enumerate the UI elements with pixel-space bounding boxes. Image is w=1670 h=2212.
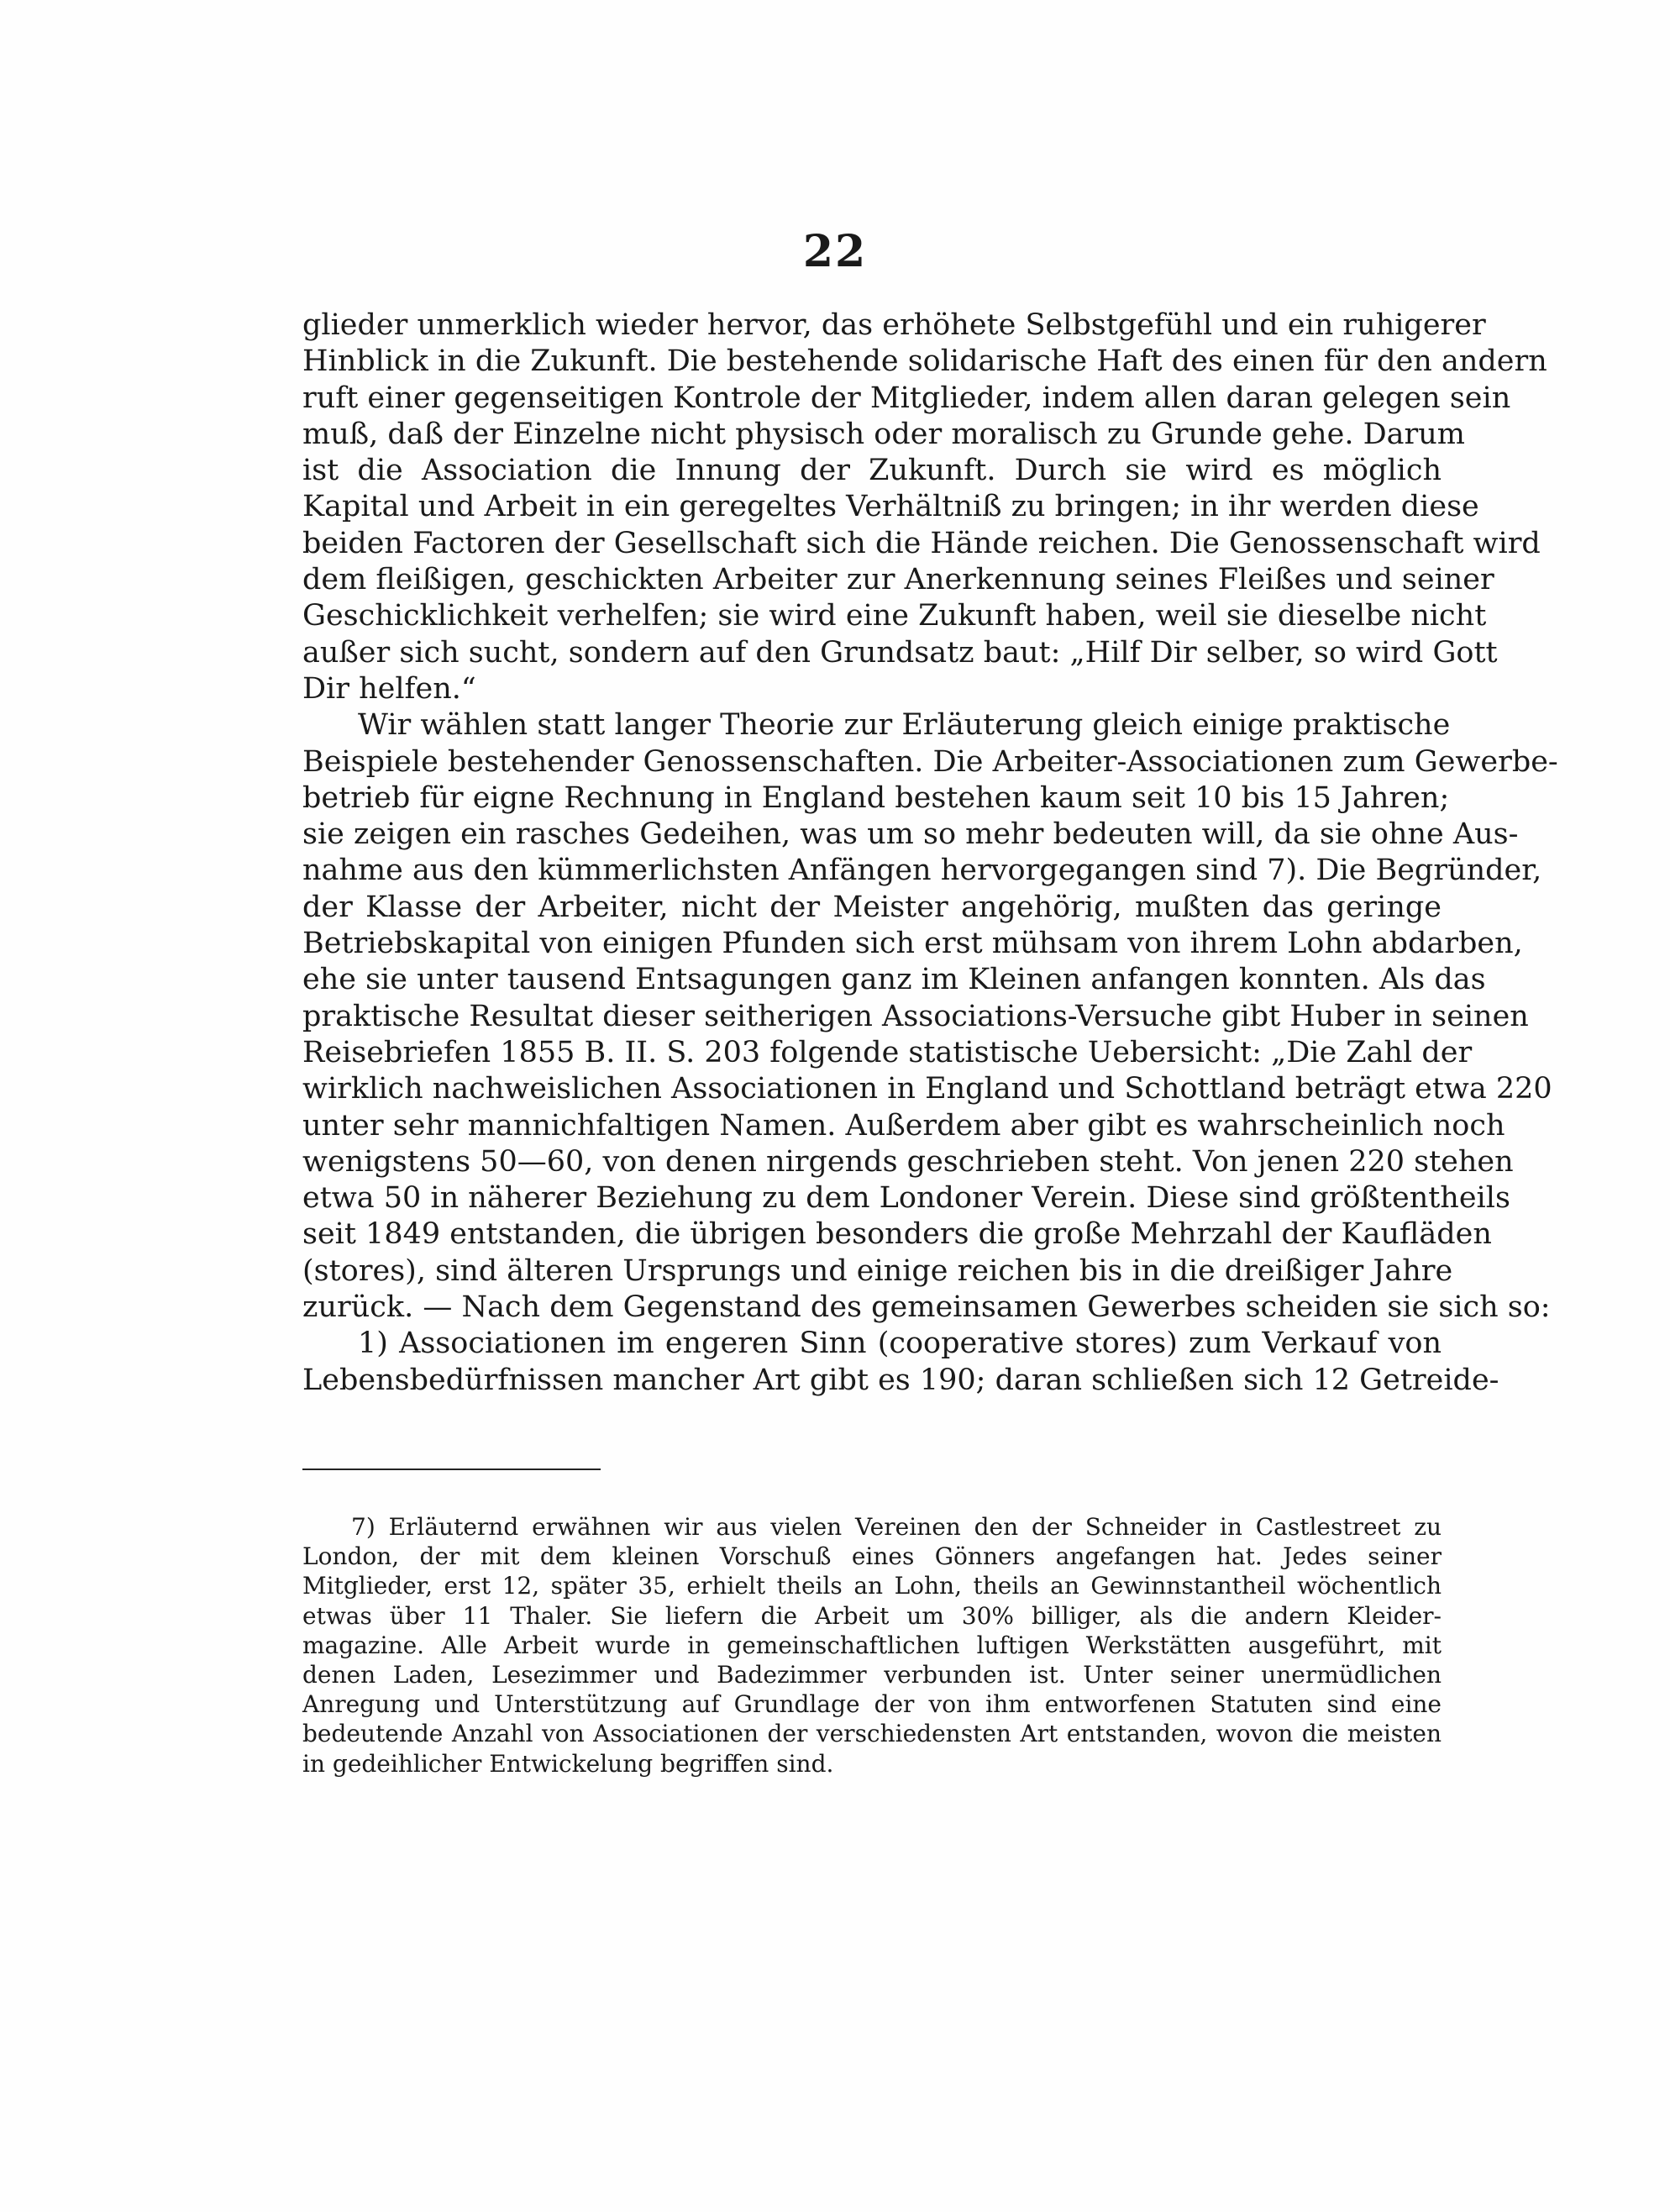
body-line: zurück. — Nach dem Gegenstand des gemeinsamen Gewerbes scheiden sie sich so:	[302, 1290, 1551, 1325]
body-line: Hinblick in die Zukunft. Die bestehende solidarische Haft des einen für den andern	[302, 344, 1547, 379]
footnote-line: 7) Erläuternd erwähnen wir aus vielen Vereinen den der Schneider in Castlestreet zu	[351, 1513, 1442, 1541]
footnote-line: Anregung und Unterstützung auf Grundlage der von ihm entworfenen Statuten sind eine	[302, 1690, 1442, 1719]
body-line: ruft einer gegenseitigen Kontrole der Mitglieder, indem allen daran gelegen sein	[302, 381, 1511, 415]
body-line: wenigstens 50—60, von denen nirgends geschrieben steht. Von jenen 220 stehen	[302, 1144, 1514, 1179]
body-line: ist die Association die Innung der Zukunft. Durch sie wird es möglich	[302, 454, 1442, 488]
body-line: betrieb für eigne Rechnung in England bestehen kaum seit 10 bis 15 Jahren;	[302, 780, 1450, 815]
body-line: etwa 50 in näherer Beziehung zu dem Londoner Verein. Diese sind größtentheils	[302, 1181, 1510, 1216]
body-line: außer sich sucht, sondern auf den Grundsatz baut: „Hilf Dir selber, so wird Gott	[302, 635, 1498, 670]
page-number: 22	[802, 226, 868, 277]
body-line: (stores), sind älteren Ursprungs und einige reichen bis in die dreißiger Jahre	[302, 1253, 1453, 1288]
body-line: nahme aus den kümmerlichsten Anfängen hervorgegangen sind 7). Die Begründer,	[302, 854, 1542, 888]
footnote	[302, 1512, 1442, 1779]
footnote-line: London, der mit dem kleinen Vorschuß eines Gönners angefangen hat. Jedes seiner	[302, 1542, 1442, 1571]
body-line: Beispiele bestehender Genossenschaften. Die Arbeiter-Associationen zum Gewerbe-	[302, 744, 1558, 779]
body-line: glieder unmerklich wieder hervor, das erhöhete Selbstgefühl und ein ruhigerer	[302, 308, 1486, 342]
body-line: unter sehr mannichfaltigen Namen. Außerdem aber gibt es wahrscheinlich noch	[302, 1108, 1505, 1143]
body-line: sie zeigen ein rasches Gedeihen, was um so mehr bedeuten will, da sie ohne Aus-	[302, 817, 1519, 852]
footnote-line: denen Laden, Lesezimmer und Badezimmer verbunden ist. Unter seiner unermüdlichen	[302, 1660, 1442, 1689]
body-line: Lebensbedürfnissen mancher Art gibt es 190; daran schließen sich 12 Getreide-	[302, 1363, 1499, 1397]
body-line: ehe sie unter tausend Entsagungen ganz im Kleinen anfangen konnten. Als das	[302, 963, 1486, 997]
body-line: Dir helfen.“	[302, 671, 476, 706]
footnote-line: Mitglieder, erst 12, später 35, erhielt theils an Lohn, theils an Gewinnstantheil wöchentlich	[302, 1572, 1442, 1600]
footnote-line: etwas über 11 Thaler. Sie liefern die Arbeit um 30% billiger, als die andern Kleider-	[302, 1601, 1442, 1630]
body-line: der Klasse der Arbeiter, nicht der Meister angehörig, mußten das geringe	[302, 890, 1442, 924]
footnote-line: in gedeihlicher Entwickelung begriffen sind.	[302, 1749, 834, 1778]
body-line: beiden Factoren der Gesellschaft sich die Hände reichen. Die Genossenschaft wird	[302, 526, 1541, 560]
body-line: dem fleißigen, geschickten Arbeiter zur Anerkennung seines Fleißes und seiner	[302, 563, 1494, 597]
body-line: Reisebriefen 1855 B. II. S. 203 folgende statistische Uebersicht: „Die Zahl der	[302, 1035, 1473, 1069]
body-line: Kapital und Arbeit in ein geregeltes Verhältniß zu bringen; in ihr werden diese	[302, 490, 1479, 524]
footnote-rule	[302, 1469, 601, 1470]
body-line: muß, daß der Einzelne nicht physisch oder moralisch zu Grunde gehe. Darum	[302, 417, 1465, 451]
body-text	[302, 307, 1558, 1399]
body-line: Wir wählen statt langer Theorie zur Erläuterung gleich einige praktische	[358, 708, 1451, 743]
body-line: Geschicklichkeit verhelfen; sie wird eine Zukunft haben, weil sie dieselbe nicht	[302, 599, 1487, 633]
body-line: Betriebskapital von einigen Pfunden sich erst mühsam von ihrem Lohn abdarben,	[302, 927, 1523, 961]
body-line: 1) Associationen im engeren Sinn (cooperative stores) zum Verkauf von	[358, 1327, 1442, 1361]
footnote-line: magazine. Alle Arbeit wurde in gemeinschaftlichen luftigen Werkstätten ausgeführt, mit	[302, 1631, 1442, 1659]
body-line: seit 1849 entstanden, die übrigen besonders die große Mehrzahl der Kaufläden	[302, 1217, 1492, 1252]
body-line: praktische Resultat dieser seitherigen Associations-Versuche gibt Huber in seinen	[302, 999, 1529, 1033]
footnote-line: bedeutende Anzahl von Associationen der verschiedensten Art entstanden, wovon die meisten	[302, 1720, 1442, 1748]
body-line: wirklich nachweislichen Associationen in England und Schottland beträgt etwa 220	[302, 1072, 1552, 1106]
